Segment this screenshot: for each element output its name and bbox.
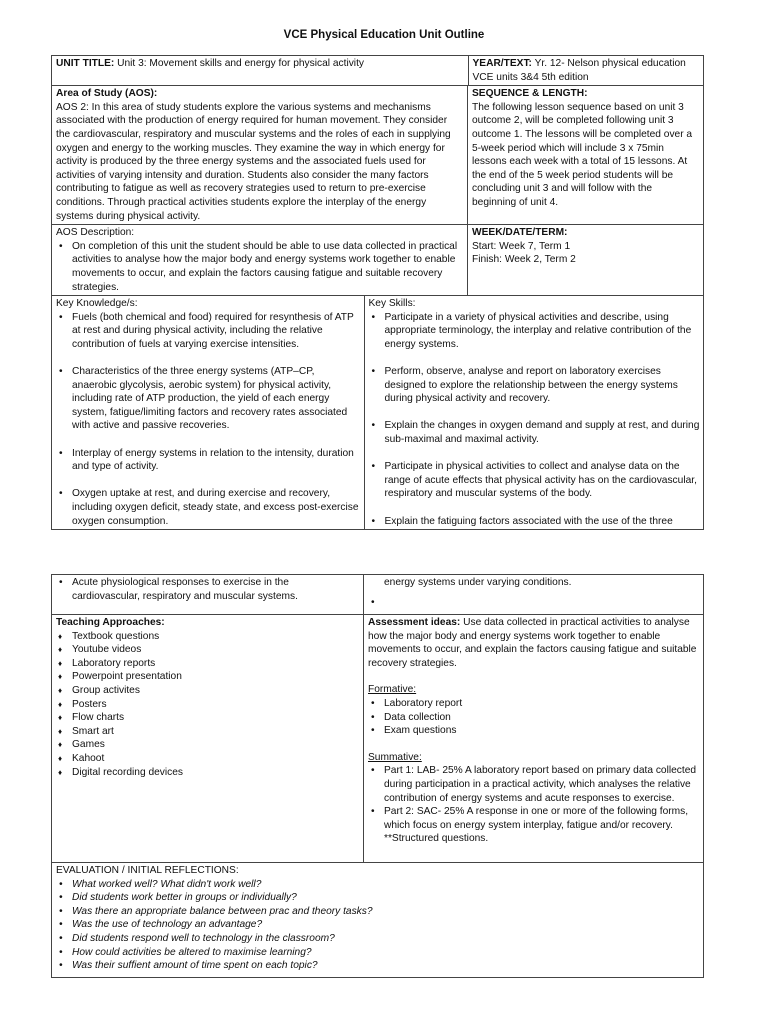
- key-skills-continued-cell: [364, 575, 704, 615]
- assessment-intro: Use data collected in practical activities to analyse how the major body and energy systems work together to enable movements to occur, and explain the factors causing fatigue and suitable recovery strategies.: [368, 617, 697, 669]
- knowledge-skills-row: [52, 296, 704, 529]
- week-heading: WEEK/DATE/TERM:: [472, 227, 568, 239]
- key-knowledge-item: • Interplay of energy systems in relation to the intensity, duration and type of activity.: [72, 447, 360, 474]
- teaching-item: ♦ Games: [72, 738, 359, 752]
- summative-item: • Part 1: LAB- 25% A laboratory report based on primary data collected during participation in a practical activity, which analyses the relative contribution of energy systems and acute responses to exercise.: [384, 764, 699, 805]
- key-skills-cell: [364, 296, 704, 529]
- key-knowledge-item: • Fuels (both chemical and food) required for resynthesis of ATP at rest and during physical activity, including the relative contribution of fuels at varying exercise intensities.: [72, 311, 360, 352]
- year-text-label: YEAR/TEXT:: [472, 58, 532, 69]
- unit-outline-table-page-2: [51, 574, 704, 978]
- evaluation-item: • Did students work better in groups or individually?: [72, 891, 699, 905]
- formative-item: • Exam questions: [384, 724, 699, 738]
- area-of-study-cell: [52, 86, 468, 225]
- unit-title-value: Unit 3: Movement skills and energy for physical activity: [114, 58, 364, 69]
- teaching-item: ♦ Textbook questions: [72, 630, 359, 644]
- aos-description-item: • On completion of this unit the student should be able to use data collected in practical activities to analyse how the major body and energy systems work together to enable movements to occur, and explain the factors causing fatigue and suitable recovery strategies.: [72, 240, 463, 294]
- year-text-cell: [468, 56, 704, 85]
- sequence-body: The following lesson sequence based on unit 3 outcome 2, will be completed following unit 3 outcome 1. The lessons will be completed over a 5-week period which will include 3 x 75min lessons each week with a total of 15 lessons. At the end of the 5 week period students will be concluding unit 3 and will follow with the beginning of unit 4.: [472, 101, 693, 208]
- unit-title-cell: [52, 56, 468, 85]
- evaluation-item: • Was the use of technology an advantage?: [72, 918, 699, 932]
- evaluation-heading: EVALUATION / INITIAL REFLECTIONS:: [56, 865, 239, 876]
- formative-item: • Data collection: [384, 711, 699, 725]
- key-skills-item: • Perform, observe, analyse and report on laboratory exercises designed to explore the relationship between the energy systems during physical activity and recovery.: [385, 365, 701, 406]
- key-skills-heading: Key Skills:: [368, 298, 416, 310]
- evaluation-cell: [52, 863, 704, 978]
- teaching-item: ♦ Kahoot: [72, 752, 359, 766]
- evaluation-item: • Was their suffient amount of time spent on each topic?: [72, 959, 699, 973]
- summative-heading: Summative:: [368, 751, 422, 763]
- aos-description-cell: [52, 225, 468, 296]
- key-knowledge-heading: Key Knowledge/s:: [56, 298, 138, 310]
- teaching-approaches-cell: [52, 615, 364, 863]
- aos-description-heading: AOS Description:: [56, 227, 135, 239]
- teaching-item: ♦ Group activites: [72, 684, 359, 698]
- formative-heading: Formative:: [368, 684, 417, 696]
- evaluation-item: • Did students respond well to technology in the classroom?: [72, 932, 699, 946]
- sequence-cell: [468, 86, 704, 225]
- key-skills-item: • Participate in physical activities to collect and analyse data on the range of acute effects that physical activity has on the cardiovascular, respiratory and muscular systems of the body.: [385, 460, 701, 501]
- key-knowledge-cell: [52, 296, 364, 529]
- teaching-item: ♦ Digital recording devices: [72, 766, 359, 780]
- key-knowledge-continued-cell: [52, 575, 364, 615]
- aos-body: AOS 2: In this area of study students explore the various systems and mechanisms associated with the production of energy required for human movement. They consider the cardiovascular, respiratory and muscular systems and the roles of each in supplying oxygen and energy to the working muscles. They examine the way in which energy for activity is produced by the three energy systems and the associated fuels used for activities of varying intensity and duration. Students also consider the many factors contributing to fatigue as well as recovery strategies used to return to pre-exercise conditions. Through practical activities students explore the interplay of the energy systems during physical activity.: [56, 101, 451, 222]
- key-knowledge-item: • Oxygen uptake at rest, and during exercise and recovery, including oxygen deficit, steady state, and excess post-exercise oxygen consumption.: [72, 487, 360, 528]
- assessment-heading: Assessment ideas:: [368, 617, 461, 628]
- teaching-item: ♦ Flow charts: [72, 711, 359, 725]
- key-knowledge-item: • Acute physiological responses to exercise in the cardiovascular, respiratory and muscular systems.: [72, 576, 359, 603]
- teaching-item: ♦ Powerpoint presentation: [72, 670, 359, 684]
- key-skills-item: • Explain the fatiguing factors associated with the use of the three: [385, 515, 701, 529]
- key-skills-item: • Explain the changes in oxygen demand and supply at rest, and during sub-maximal and maximal activity.: [385, 419, 701, 446]
- week-cell: [468, 225, 704, 296]
- teaching-item: ♦ Youtube videos: [72, 643, 359, 657]
- week-finish: Finish: Week 2, Term 2: [472, 254, 576, 266]
- key-skills-item: • Participate in a variety of physical activities and describe, using appropriate terminology, the interplay and relative contribution of the energy systems.: [385, 311, 701, 352]
- evaluation-item: • Was there an appropriate balance between prac and theory tasks?: [72, 905, 699, 919]
- week-start: Start: Week 7, Term 1: [472, 240, 571, 252]
- title-row: [52, 56, 704, 85]
- unit-outline-table-page-1: [51, 55, 704, 530]
- assessment-cell: [364, 615, 704, 863]
- unit-title-label: UNIT TITLE:: [56, 58, 115, 69]
- teaching-item: ♦ Smart art: [72, 725, 359, 739]
- evaluation-item: • What worked well? What didn't work well?: [72, 878, 699, 892]
- aos-heading: Area of Study (AOS):: [56, 88, 158, 100]
- sequence-heading: SEQUENCE & LENGTH:: [472, 88, 588, 100]
- summative-item: • Part 2: SAC- 25% A response in one or more of the following forms, which focus on energy system interplay, fatigue and/or recovery. **Structured questions.: [384, 805, 699, 846]
- teaching-heading: Teaching Approaches:: [56, 617, 165, 628]
- year-text-value: Yr. 12- Nelson physical education VCE units 3&4 5th edition: [472, 58, 686, 83]
- formative-item: • Laboratory report: [384, 697, 699, 711]
- teaching-item: ♦ Laboratory reports: [72, 657, 359, 671]
- evaluation-item: • How could activities be altered to maximise learning?: [72, 946, 699, 960]
- document-title: VCE Physical Education Unit Outline: [283, 29, 485, 41]
- key-skills-continued-text: energy systems under varying conditions.: [384, 577, 572, 588]
- key-knowledge-item: • Characteristics of the three energy systems (ATP–CP, anaerobic glycolysis, aerobic system) for physical activity, including rate of ATP production, the yield of each energy system, fatigue/limiting factors and recovery rates associated with active and passive recoveries.: [72, 365, 360, 433]
- teaching-item: ♦ Posters: [72, 698, 359, 712]
